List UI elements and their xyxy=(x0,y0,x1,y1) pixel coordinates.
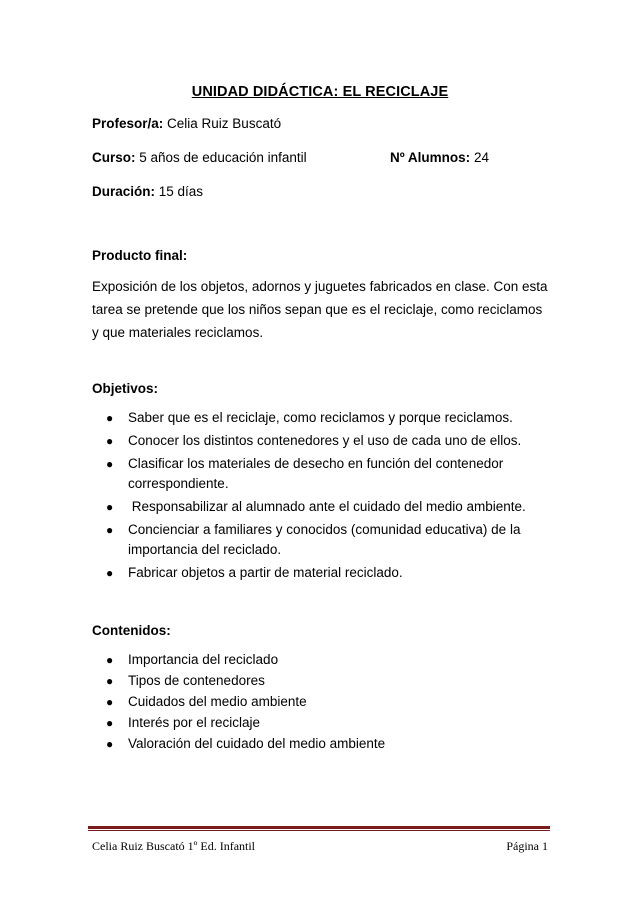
list-item: ● Saber que es el reciclaje, como reciclamos y porque reciclamos. xyxy=(128,408,548,428)
list-item: ● Conocer los distintos contenedores y el uso de cada uno de ellos. xyxy=(128,431,548,451)
objectives-heading: Objetivos: xyxy=(92,381,159,396)
bullet-icon: ● xyxy=(106,457,114,471)
course-label: Curso: xyxy=(92,150,136,165)
list-item: ● Cuidados del medio ambiente xyxy=(128,692,548,712)
bullet-icon: ● xyxy=(106,500,114,514)
duration-line xyxy=(92,181,548,202)
teacher-value: Celia Ruiz Buscató xyxy=(163,116,282,131)
final-product-heading: Producto final: xyxy=(92,248,188,263)
bullet-icon: ● xyxy=(106,695,114,709)
paragraph-line: tarea se pretende que los niños sepan que es el reciclaje, como reciclamos xyxy=(92,302,543,317)
list-item: ● Responsabilizar al alumnado ante el cuidado del medio ambiente. xyxy=(128,497,548,517)
bullet-icon: ● xyxy=(106,566,114,580)
duration-label: Duración: xyxy=(92,184,156,199)
bullet-icon: ● xyxy=(106,716,114,730)
teacher-label: Profesor/a: xyxy=(92,116,164,131)
students-label: Nº Alumnos: xyxy=(390,150,471,165)
final-product-paragraph xyxy=(92,275,548,344)
footer-author: Celia Ruiz Buscató 1º Ed. Infantil xyxy=(92,839,256,853)
list-item: ● Fabricar objetos a partir de material reciclado. xyxy=(128,563,548,583)
bullet-icon: ● xyxy=(106,523,114,537)
students-value: 24 xyxy=(470,150,489,165)
bullet-icon: ● xyxy=(106,434,114,448)
document-body xyxy=(92,82,548,755)
course-line xyxy=(92,147,548,168)
list-item: ● Clasificar los materiales de desecho en función del contenedor correspondiente. xyxy=(106,456,504,491)
footer-divider-thin xyxy=(88,830,550,831)
footer-page-number: Página 1 xyxy=(506,839,548,853)
students-field xyxy=(390,147,489,168)
list-item: ● Valoración del cuidado del medio ambiente xyxy=(128,734,548,754)
paragraph-line: y que materiales reciclamos. xyxy=(92,325,264,340)
paragraph-line: Exposición de los objetos, adornos y juguetes fabricados en clase. Con esta xyxy=(92,279,548,294)
teacher-line xyxy=(92,113,548,134)
bullet-icon: ● xyxy=(106,674,114,688)
bullet-icon: ● xyxy=(106,411,114,425)
list-item: ● Importancia del reciclado xyxy=(128,650,548,670)
footer-divider xyxy=(88,826,550,829)
document-title: UNIDAD DIDÁCTICA: EL RECICLAJE xyxy=(191,84,449,100)
list-item: ● Tipos de contenedores xyxy=(128,671,548,691)
course-value: 5 años de educación infantil xyxy=(135,150,307,165)
contents-heading: Contenidos: xyxy=(92,623,171,638)
list-item: ● Concienciar a familiares y conocidos (comunidad educativa) de la importancia del reciclado. xyxy=(106,522,521,557)
list-item: ● Interés por el reciclaje xyxy=(128,713,548,733)
contents-list xyxy=(92,650,548,754)
objectives-list xyxy=(92,408,548,583)
bullet-icon: ● xyxy=(106,653,114,667)
duration-value: 15 días xyxy=(155,184,204,199)
bullet-icon: ● xyxy=(106,737,114,751)
